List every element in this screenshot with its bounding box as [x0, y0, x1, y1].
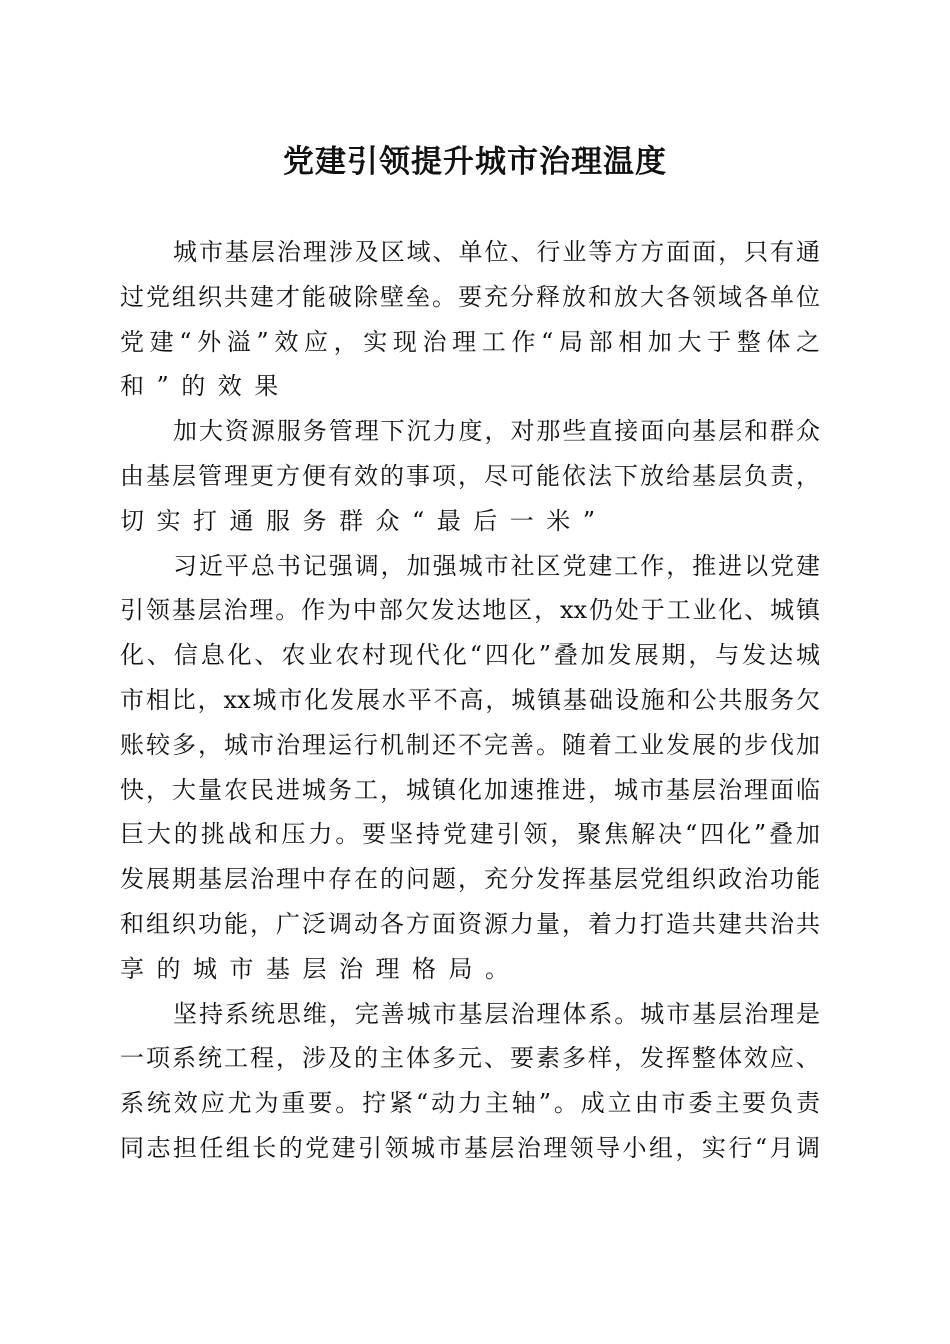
text-line: 和组织功能，广泛调动各方面资源力量，着力打造共建共治共 — [120, 909, 820, 938]
paragraph — [120, 992, 820, 1171]
text-line: 系统效应尤为重要。拧紧“动力主轴”。成立由市委主要负责 — [120, 1089, 820, 1118]
text-line: 城市基层治理涉及区域、单位、行业等方方面面，只有通 — [173, 238, 820, 266]
text-line: 巨大的挑战和压力。要坚持党建引领，聚焦解决“四化”叠加 — [120, 820, 820, 849]
text-line: 快，大量农民进城务工，城镇化加速推进，城市基层治理面临 — [120, 775, 820, 804]
text-line: 切实打通服务群众“最后一米” — [120, 506, 608, 535]
text-line: 坚持系统思维，完善城市基层治理体系。城市基层治理是 — [173, 999, 820, 1028]
text-line: 习近平总书记强调，加强城市社区党建工作，推进以党建 — [173, 551, 820, 580]
text-line: 一项系统工程，涉及的主体多元、要素多样，发挥整体效应、 — [120, 1044, 820, 1073]
document-title: 党建引领提升城市治理温度 — [283, 144, 667, 180]
text-line: 由基层管理更方便有效的事项，尽可能依法下放给基层负责， — [120, 461, 820, 490]
text-line: 发展期基层治理中存在的问题，充分发挥基层党组织政治功能 — [120, 865, 820, 894]
text-line: 同志担任组长的党建引领城市基层治理领导小组，实行“月调 — [120, 1133, 820, 1162]
text-line: 引领基层治理。作为中部欠发达地区，xx仍处于工业化、城镇 — [120, 596, 820, 625]
paragraph — [120, 230, 820, 409]
document-body — [120, 230, 820, 1171]
text-line: 市相比，xx城市化发展水平不高，城镇基础设施和公共服务欠 — [120, 685, 820, 714]
text-line: 享的城市基层治理格局。 — [120, 954, 522, 983]
text-line: 党建“外溢”效应，实现治理工作“局部相加大于整体之 — [120, 327, 820, 356]
text-line: 化、信息化、农业农村现代化“四化”叠加发展期，与发达城 — [120, 641, 820, 670]
text-line: 加大资源服务管理下沉力度，对那些直接面向基层和群众 — [173, 417, 820, 446]
text-line: 账较多，城市治理运行机制还不完善。随着工业发展的步伐加 — [120, 730, 820, 759]
paragraph — [120, 409, 820, 543]
text-line: 和”的效果 — [120, 372, 291, 401]
paragraph — [120, 544, 820, 992]
text-line: 过党组织共建才能破除壁垒。要充分释放和放大各领域各单位 — [120, 282, 820, 311]
